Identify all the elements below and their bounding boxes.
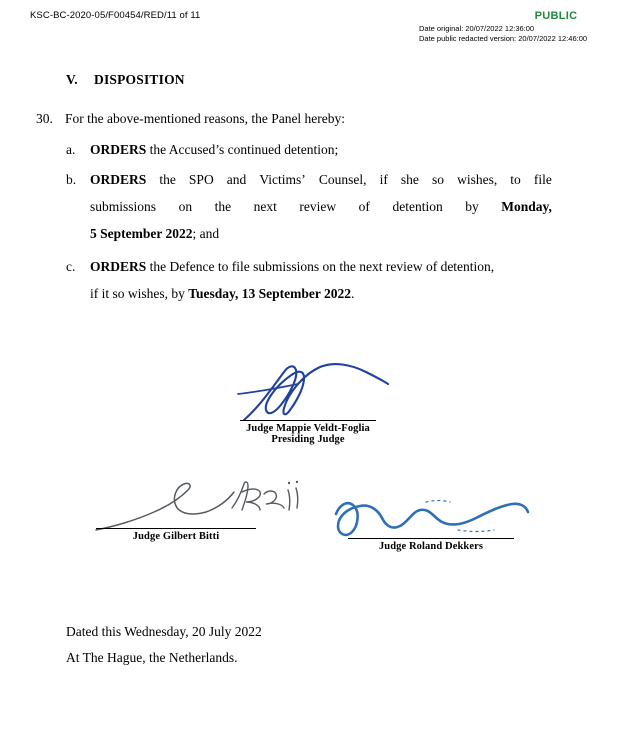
word: by	[465, 199, 479, 214]
line-prefix: if it so wishes, by	[90, 286, 189, 301]
subparagraph-c-line-1	[90, 259, 494, 274]
word: she	[400, 172, 419, 187]
line-tail: ; and	[192, 226, 220, 241]
subparagraph-b-line-3	[90, 226, 219, 241]
paragraph-30	[36, 105, 556, 132]
document-reference: KSC-BC-2020-05/F00454/RED/11 of 11	[30, 10, 201, 21]
classification-label: PUBLIC	[534, 10, 578, 22]
orders-keyword: ORDERS	[90, 142, 147, 157]
place-line: At The Hague, the Netherlands.	[66, 650, 238, 665]
signature-mark-bitti	[92, 478, 307, 534]
section-heading	[66, 72, 185, 88]
paragraph-number: 30.	[36, 111, 53, 126]
subparagraph-a-text	[90, 136, 552, 163]
subparagraph-c	[66, 253, 552, 307]
subparagraph-a-letter: a.	[66, 142, 76, 157]
signature-block-bitti	[96, 528, 256, 542]
line-body: the Defence to file submissions on the next review of detention,	[146, 259, 495, 274]
subparagraph-b-text	[90, 166, 552, 247]
subparagraph-c-letter: c.	[66, 259, 76, 274]
word: detention	[392, 199, 443, 214]
signature-block-presiding	[240, 420, 376, 445]
subparagraph-b-line-1	[90, 166, 552, 193]
word: if	[379, 172, 388, 187]
subparagraph-c-text	[90, 253, 552, 307]
word: SPO	[188, 172, 214, 187]
judge-role: Presiding Judge	[271, 434, 345, 445]
subparagraph-a	[66, 136, 552, 163]
word: the	[159, 172, 176, 187]
word: so	[431, 172, 444, 187]
signature-line	[348, 538, 514, 539]
word: and	[226, 172, 247, 187]
orders-keyword: ORDERS	[90, 259, 147, 274]
signature-mark-dekkers	[330, 496, 530, 542]
orders-keyword: ORDERS	[90, 172, 147, 187]
subparagraph-b-line-2	[90, 193, 552, 220]
signature-block-dekkers	[348, 538, 514, 552]
signature-line	[240, 420, 376, 421]
section-numeral: V.	[66, 72, 78, 87]
word: submissions	[90, 199, 157, 214]
word: Victims’	[259, 172, 306, 187]
word: Counsel,	[318, 172, 367, 187]
deadline-monday: Monday,	[501, 199, 552, 214]
deadline-date: Tuesday, 13 September 2022	[188, 286, 352, 301]
judge-name: Judge Gilbert Bitti	[132, 531, 220, 542]
word: wishes,	[457, 172, 498, 187]
word: of	[358, 199, 370, 214]
deadline-date: 5 September 2022	[90, 226, 193, 241]
date-stamp-block	[419, 24, 604, 43]
subparagraph-b-letter: b.	[66, 172, 77, 187]
date-original: Date original: 20/07/2022 12:36:00	[419, 24, 535, 33]
word: on	[178, 199, 193, 214]
signature-mark-presiding	[232, 358, 392, 424]
dated-line: Dated this Wednesday, 20 July 2022	[66, 624, 262, 639]
line-suffix: .	[351, 286, 355, 301]
subparagraph-a-body: the Accused’s continued detention;	[146, 142, 339, 157]
word: review	[299, 199, 337, 214]
date-public-redacted: Date public redacted version: 20/07/2022 12:46:00	[419, 33, 588, 43]
section-title: DISPOSITION	[94, 72, 185, 87]
signature-line	[96, 528, 256, 529]
word: next	[253, 199, 277, 214]
subparagraph-b	[66, 166, 552, 247]
subparagraph-c-line-2	[90, 280, 552, 307]
judge-name: Judge Roland Dekkers	[378, 541, 484, 552]
word: file	[533, 172, 552, 187]
paragraph-text: For the above-mentioned reasons, the Panel hereby:	[65, 111, 346, 126]
judge-name: Judge Mappie Veldt-Foglia	[246, 423, 370, 434]
word: to	[510, 172, 521, 187]
word: the	[214, 199, 232, 214]
